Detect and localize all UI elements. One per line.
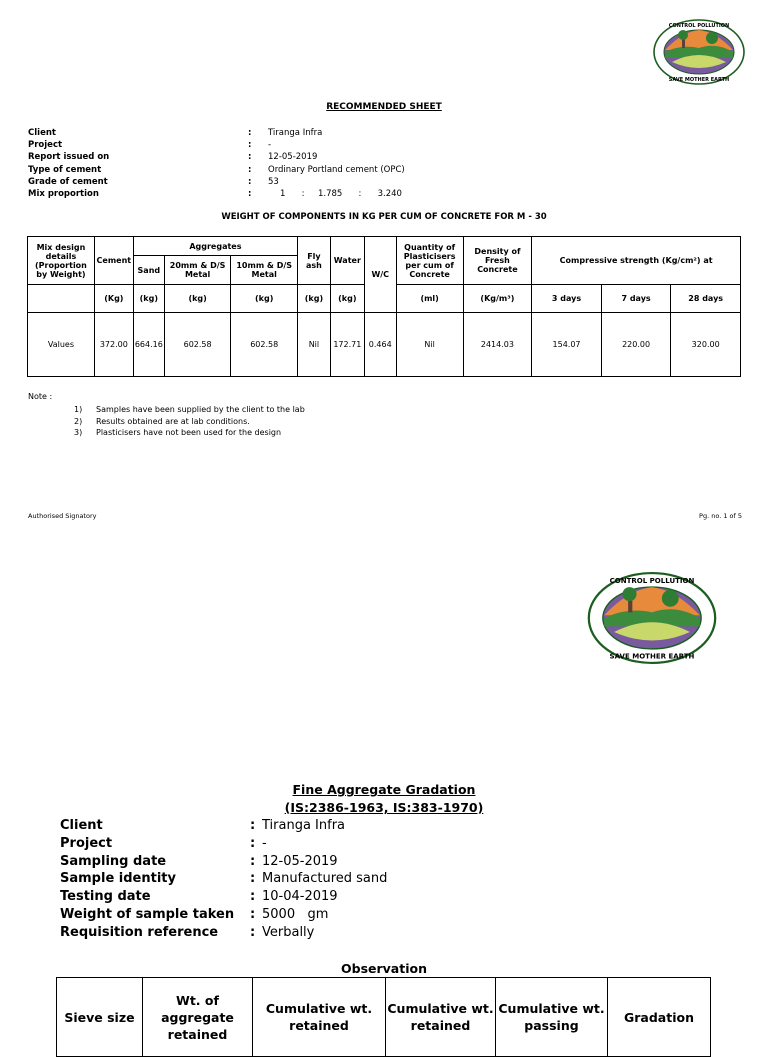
info-value: - (268, 140, 272, 151)
notes-list (74, 404, 305, 439)
note-item (74, 404, 305, 416)
note-number: 3) (74, 428, 83, 437)
info-value: 12-05-2019 (262, 853, 338, 869)
unit-20mm: (kg) (164, 285, 231, 313)
info-value: 12-05-2019 (268, 152, 318, 163)
note-text: Samples have been supplied by the client to the lab (96, 405, 305, 414)
value-wc: 0.464 (364, 313, 396, 377)
logo-bottom-text: SAVE MOTHER EARTH (609, 651, 695, 661)
mix-design-table (27, 236, 741, 377)
info-key: Mix proportion (28, 188, 99, 199)
value-20mm: 602.58 (164, 313, 231, 377)
info-value: - (262, 835, 267, 851)
header-compressive-strength: Compressive strength (Kg/cm²) at (532, 237, 741, 285)
unit-10mm: (kg) (231, 285, 298, 313)
value-10mm: 602.58 (231, 313, 298, 377)
info-row-cement-type: Type of cement : Ordinary Portland cement (OPC) (28, 164, 580, 176)
info-row-requisition: Requisition reference : Verbally (60, 924, 315, 940)
info-row-cement-grade: Grade of cement : 53 (28, 176, 580, 188)
gradation-table (56, 977, 711, 1057)
header-wc: W/C (364, 237, 396, 313)
info-value: 5000 gm (262, 906, 329, 922)
logo-bottom-text: SAVE MOTHER EARTH (668, 77, 730, 83)
recommended-sheet-title: RECOMMENDED SHEET (326, 102, 442, 112)
header-sieve-size: Sieve size (57, 978, 143, 1057)
unit-water: (kg) (330, 285, 364, 313)
header-density: Density of Fresh Concrete (463, 237, 532, 285)
fine-aggregate-title: Fine Aggregate Gradation (292, 782, 476, 797)
value-7-days: 220.00 (601, 313, 671, 377)
unit-density: (Kg/m³) (463, 285, 532, 313)
observation-title: Observation (341, 961, 427, 976)
note-item (74, 416, 305, 428)
info-key: Report issued on (28, 152, 110, 163)
info-row-sampling-date: Sampling date : 12-05-2019 (60, 853, 338, 869)
header-28-days: 28 days (671, 285, 741, 313)
header-cumulative-wt-passing: Cumulative wt. passing (496, 978, 608, 1057)
header-cement: Cement (94, 237, 133, 285)
header-fly-ash: Fly ash (297, 237, 330, 285)
note-text: Results obtained are at lab conditions. (96, 416, 250, 426)
header-10mm-metal: 10mm & D/S Metal (231, 256, 298, 285)
info-key: Sampling date (60, 853, 167, 869)
unit-cement: (Kg) (94, 285, 133, 313)
info-value: Manufactured sand (262, 871, 388, 887)
info-row-project: Project : - (28, 139, 580, 151)
header-sand: Sand (133, 256, 164, 285)
info-value: Tiranga Infra (268, 128, 323, 138)
note-text: Plasticisers have not been used for the design (96, 428, 282, 437)
info-key: Client (28, 128, 56, 138)
note-number: 1) (74, 405, 83, 414)
value-3-days: 154.07 (532, 313, 602, 377)
unit-sand: (kg) (133, 285, 164, 313)
note-number: 2) (74, 416, 83, 426)
info-value: Tiranga Infra (262, 818, 346, 833)
info-row-sample-identity: Sample identity : Manufactured sand (60, 871, 388, 887)
info-row-sample-weight: Weight of sample taken : 5000 gm (60, 906, 329, 922)
control-pollution-logo (652, 18, 746, 86)
value-28-days: 320.00 (671, 313, 741, 377)
info-row-testing-date: Testing date : 10-04-2019 (60, 889, 338, 905)
header-7-days: 7 days (601, 285, 671, 313)
control-pollution-logo (586, 570, 718, 666)
standard-reference-title: (IS:2386-1963, IS:383-1970) (284, 800, 484, 815)
info-key: Project (28, 140, 63, 151)
info-row-mix-proportion: Mix proportion : 1 : 1.785 : 3.240 (28, 188, 580, 200)
info-value: Ordinary Portland cement (OPC) (268, 164, 405, 175)
header-mix-design: Mix design details (Proportion by Weight) (28, 237, 95, 285)
info-key: Project (60, 835, 113, 851)
header-plasticisers: Quantity of Plasticisers per cum of Concrete (396, 237, 463, 285)
unit-plasticisers: (ml) (396, 285, 463, 313)
value-water: 172.71 (330, 313, 364, 377)
value-cement: 372.00 (94, 313, 133, 377)
values-row (28, 313, 741, 377)
header-aggregates: Aggregates (133, 237, 297, 256)
header-wt-retained: Wt. of aggregate retained (143, 978, 253, 1057)
unit-blank (28, 285, 95, 313)
value-sand: 664.16 (133, 313, 164, 377)
logo-top-text: CONTROL POLLUTION (609, 575, 695, 585)
values-label: Values (28, 313, 95, 377)
info-key: Requisition reference (60, 924, 219, 940)
note-item (74, 427, 305, 439)
header-water: Water (330, 237, 364, 285)
info-key: Type of cement (28, 164, 102, 175)
info-row-client: Client : Tiranga Infra (60, 818, 346, 833)
unit-fly-ash: (kg) (297, 285, 330, 313)
info-key: Grade of cement (28, 176, 108, 187)
page-number: Pg. no. 1 of 5 (699, 512, 742, 520)
value-density: 2414.03 (463, 313, 532, 377)
gradation-info (60, 817, 387, 942)
header-cumulative-wt-retained: Cumulative wt. retained (253, 978, 386, 1057)
value-plasticisers: Nil (396, 313, 463, 377)
authorised-signatory: Authorised Signatory (28, 512, 97, 520)
info-value: Verbally (262, 924, 315, 940)
info-key: Sample identity (60, 871, 176, 887)
info-key: Client (60, 818, 103, 833)
info-key: Testing date (60, 889, 151, 905)
header-gradation: Gradation (608, 978, 711, 1057)
value-fly-ash: Nil (297, 313, 330, 377)
note-label: Note : (28, 392, 53, 401)
weight-components-title: WEIGHT OF COMPONENTS IN KG PER CUM OF CONCRETE FOR M - 30 (221, 212, 547, 222)
info-value: 53 (268, 176, 279, 187)
header-20mm-metal: 20mm & D/S Metal (164, 256, 231, 285)
info-row-project: Project : - (60, 835, 267, 851)
logo-top-text: CONTROL POLLUTION (668, 23, 730, 29)
info-value: 10-04-2019 (262, 889, 338, 905)
report-info (28, 127, 580, 200)
info-value: 1 : 1.785 : 3.240 (280, 188, 402, 199)
header-3-days: 3 days (532, 285, 602, 313)
info-row-client: Client : Tiranga Infra (28, 127, 580, 139)
header-cumulative-wt-retained-pct: Cumulative wt. retained (386, 978, 496, 1057)
info-row-report-date: Report issued on : 12-05-2019 (28, 151, 580, 163)
info-key: Weight of sample taken (60, 906, 235, 922)
